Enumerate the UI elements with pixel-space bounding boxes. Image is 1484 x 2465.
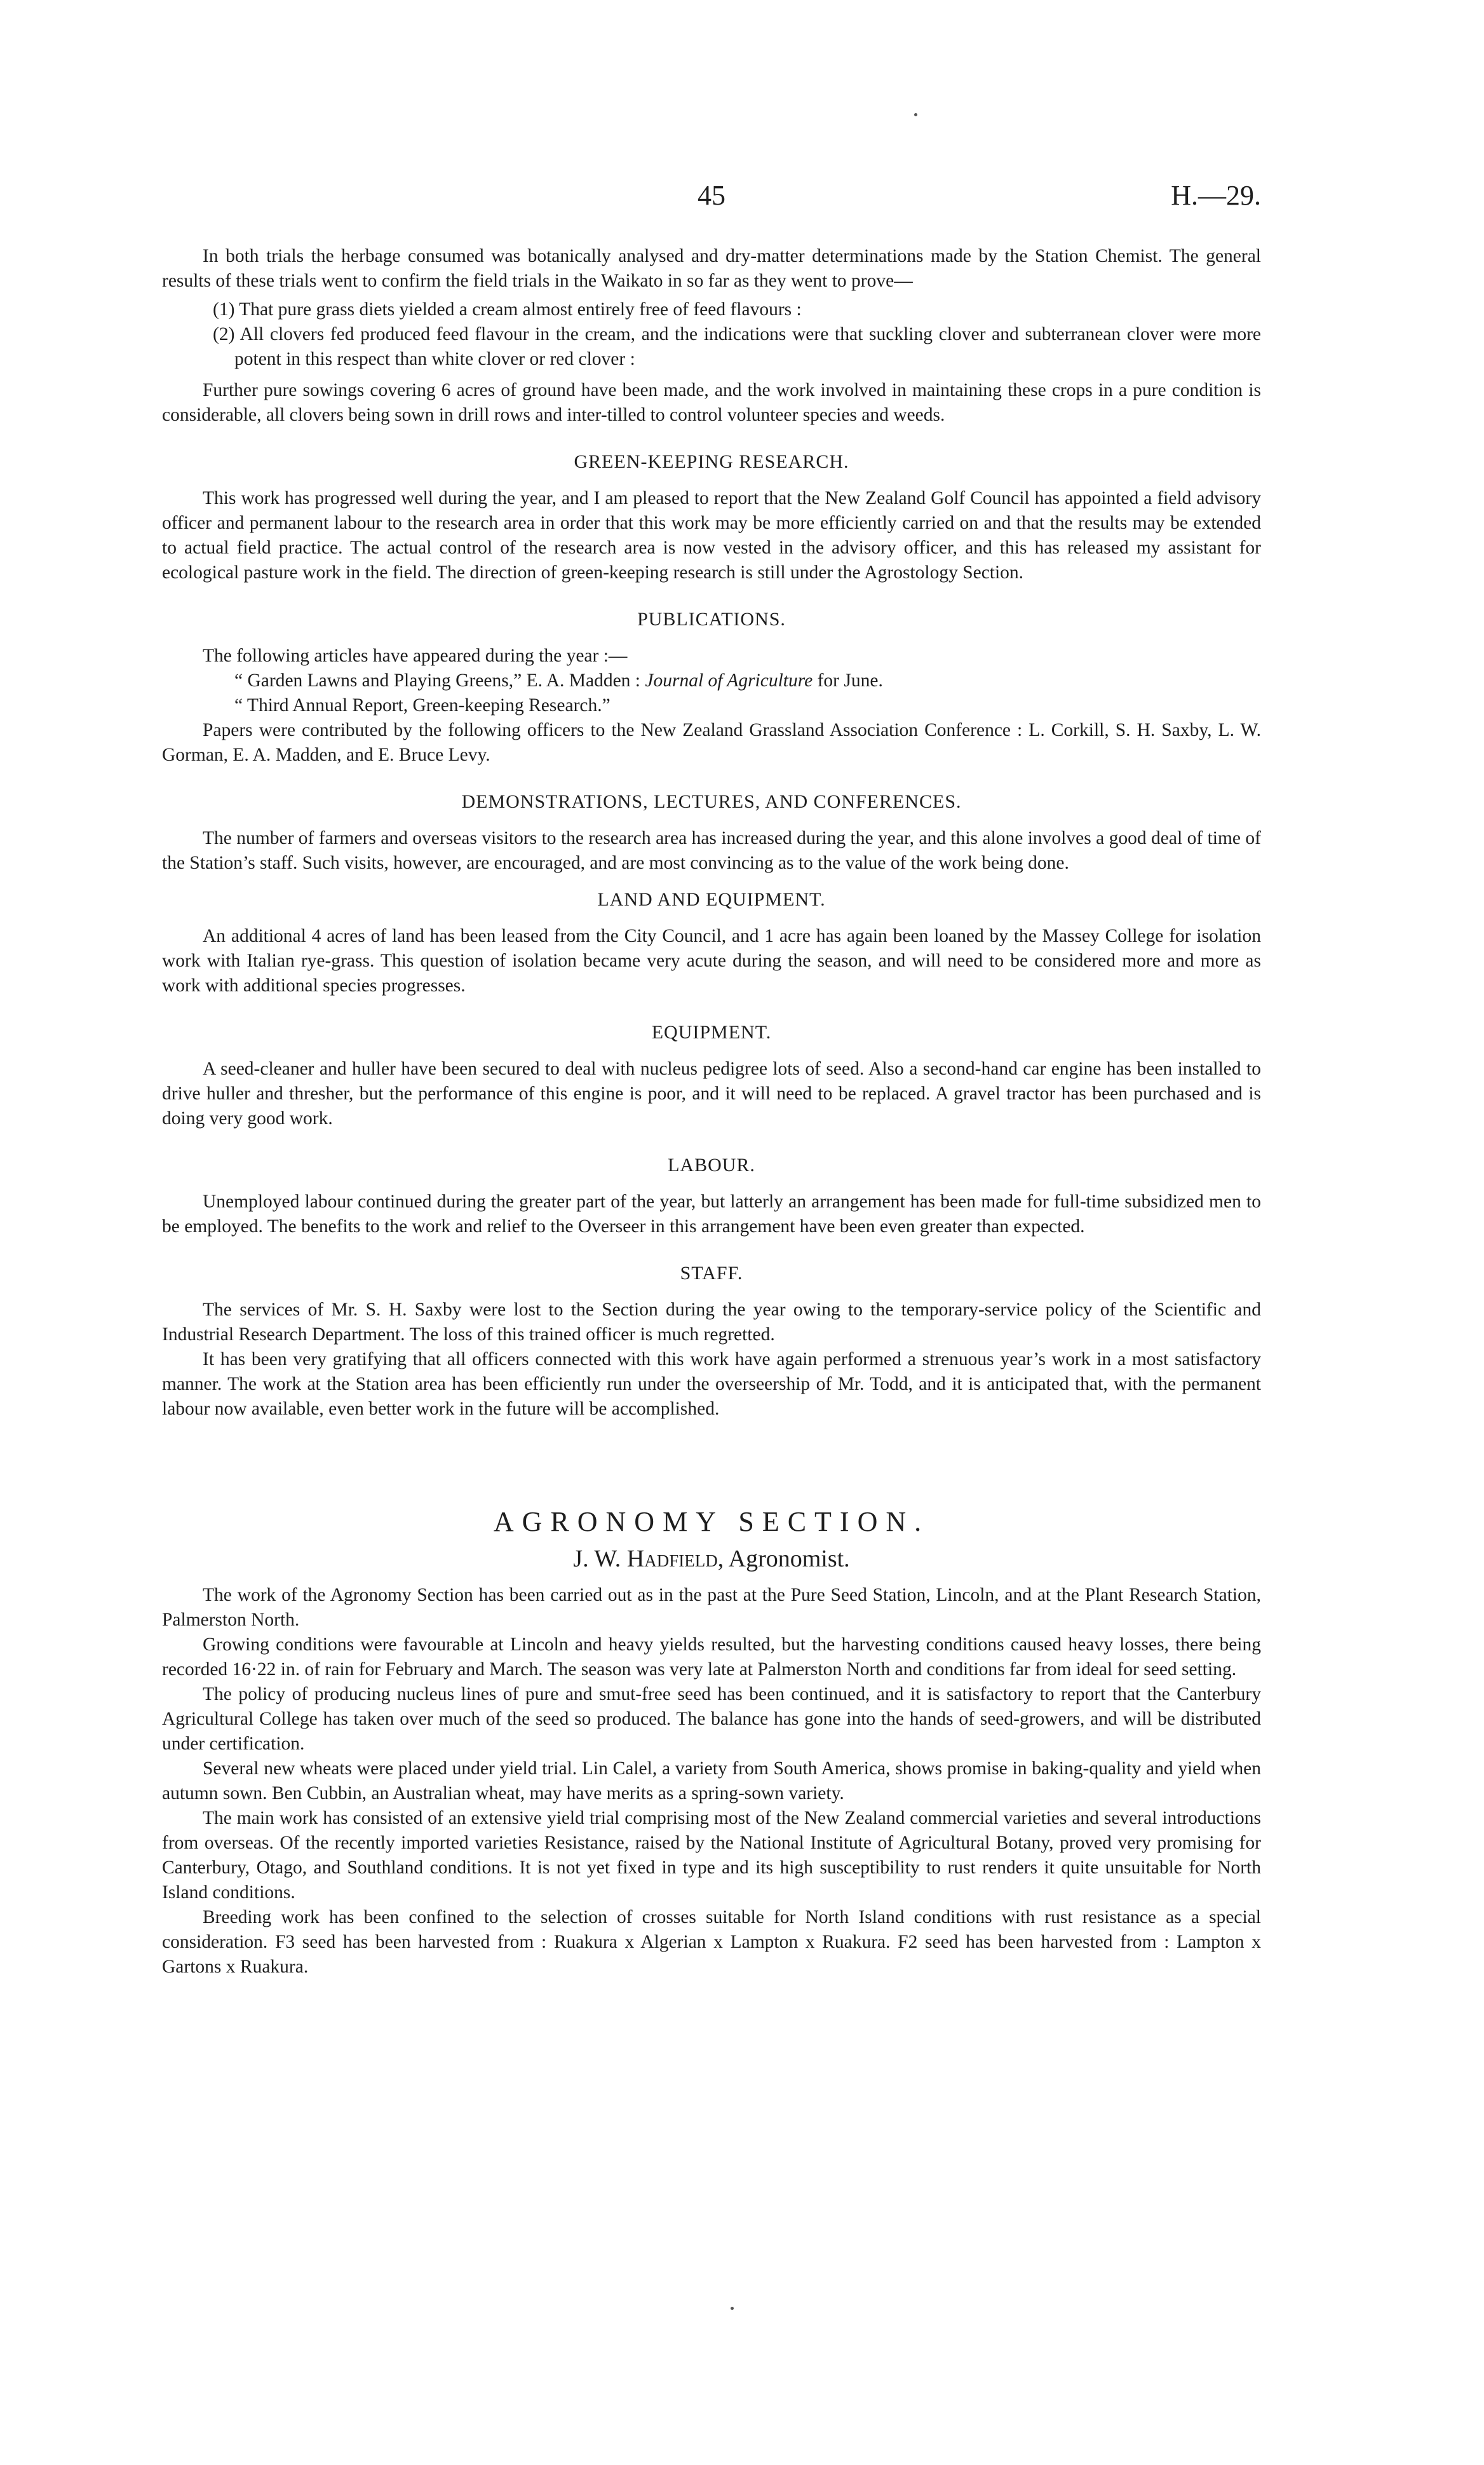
agronomy-paragraph-2: Growing conditions were favourable at Lincoln and heavy yields resulted, but the harvesting conditions caused heavy losses, there being recorded 16·22 in. of rain for February and March. The season was very late at Palmerston North and conditions far from ideal for seed setting. bbox=[162, 1634, 1261, 1680]
agronomy-paragraph-4: Several new wheats were placed under yield trial. Lin Calel, a variety from South America, shows promise in baking-quality and yield when autumn sown. Ben Cubbin, an Australian wheat, may have merits as a spring-sown variety. bbox=[162, 1758, 1261, 1803]
findings-list bbox=[162, 297, 1261, 372]
green-keeping-paragraph: This work has progressed well during the year, and I am pleased to report that the New Zealand Golf Council has appointed a field advisory officer and permanent labour to the research area in order that this work may be more efficiently carried on and that the results may be extended to actual field practice. The actual control of the research area is now vested in the advisory officer, and this has released my assistant for ecological pasture work in the field. The direction of green-keeping research is still under the Agrostology Section. bbox=[162, 488, 1261, 583]
heading-green-keeping: GREEN-KEEPING RESEARCH. bbox=[574, 451, 849, 472]
publication-1-journal: Journal of Agriculture bbox=[645, 670, 813, 691]
page-content bbox=[162, 244, 1261, 1979]
heading-labour: LABOUR. bbox=[668, 1155, 755, 1176]
heading-land-equipment: LAND AND EQUIPMENT. bbox=[597, 889, 826, 910]
author-surname: Hadfield bbox=[626, 1545, 718, 1572]
page-header bbox=[162, 179, 1261, 217]
publications-intro: The following articles have appeared during the year :— bbox=[203, 646, 628, 666]
intro-paragraph-2: Further pure sowings covering 6 acres of ground have been made, and the work involved in maintaining these crops in a pure condition is considerable, all clovers being sown in drill rows and inter-tilled to control volunteer species and weeds. bbox=[162, 380, 1261, 425]
finding-item-1: (1) That pure grass diets yielded a cream almost entirely free of feed flavours : bbox=[213, 299, 802, 320]
intro-paragraph-1: In both trials the herbage consumed was botanically analysed and dry-matter determinations made by the Station Chemist. The general results of these trials went to confirm the field trials in the Waikato in so far as they went to prove— bbox=[162, 246, 1261, 291]
heading-publications: PUBLICATIONS. bbox=[637, 609, 786, 630]
equipment-paragraph: A seed-cleaner and huller have been secured to deal with nucleus pedigree lots of seed. Also a second-hand car engine has been installed to drive huller and thresher, but the performance of this engine is poor, and it will need to be replaced. A gravel tractor has been purchased and is doing very good work. bbox=[162, 1059, 1261, 1129]
author-role: , Agronomist. bbox=[717, 1545, 850, 1572]
publications-list bbox=[162, 669, 1261, 718]
publications-papers: Papers were contributed by the following officers to the New Zealand Grassland Association Conference : L. Corkill, S. H. Saxby, L. W. Gorman, E. A. Madden, and E. Bruce Levy. bbox=[162, 720, 1261, 765]
heading-staff: STAFF. bbox=[680, 1263, 743, 1284]
agronomy-paragraph-3: The policy of producing nucleus lines of pure and smut-free seed has been continued, and it is satisfactory to report that the Canterbury Agricultural College has taken over much of the seed so produced. The balance has gone into the hands of seed-growers, and will be distributed under certification. bbox=[162, 1684, 1261, 1754]
agronomy-author-line bbox=[162, 1541, 1261, 1577]
agronomy-section-title: AGRONOMY SECTION. bbox=[493, 1506, 930, 1537]
staff-paragraph-2: It has been very gratifying that all officers connected with this work have again performed a strenuous year’s work in a most satisfactory manner. The work at the Station area has been efficiently run under the overseership of Mr. Todd, and it is anticipated that, with the permanent labour now available, even better work in the future will be accomplished. bbox=[162, 1349, 1261, 1419]
heading-demonstrations: DEMONSTRATIONS, LECTURES, AND CONFERENCES. bbox=[461, 791, 962, 812]
page-number: 45 bbox=[698, 180, 725, 211]
labour-paragraph: Unemployed labour continued during the greater part of the year, but latterly an arrangement has been made for full-time subsidized men to be employed. The benefits to the work and relief to the Overseer in this arrangement have been even greater than expected. bbox=[162, 1192, 1261, 1237]
agronomy-paragraph-5: The main work has consisted of an extensive yield trial comprising most of the New Zealand commercial varieties and several introductions from overseas. Of the recently imported varieties Resistance, raised by the National Institute of Agricultural Botany, proved very promising for Canterbury, Otago, and Southland conditions. It is not yet fixed in type and its high susceptibility to rust renders it quite unsuitable for North Island conditions. bbox=[162, 1808, 1261, 1903]
heading-equipment: EQUIPMENT. bbox=[651, 1022, 772, 1043]
publication-item-2: “ Third Annual Report, Green-keeping Research.” bbox=[234, 695, 610, 716]
finding-item-2: (2) All clovers fed produced feed flavour in the cream, and the indications were that suckling clover and subterranean clover were more potent in this respect than white clover or red clover : bbox=[213, 324, 1261, 369]
document-reference: H.—29. bbox=[1171, 180, 1261, 211]
staff-paragraph-1: The services of Mr. S. H. Saxby were lost to the Section during the year owing to the temporary-service policy of the Scientific and Industrial Research Department. The loss of this trained officer is much regretted. bbox=[162, 1300, 1261, 1345]
publication-1-end: for June. bbox=[817, 670, 883, 691]
scan-speck-top bbox=[914, 113, 917, 116]
publication-item-1 bbox=[162, 669, 1261, 693]
agronomy-paragraph-1: The work of the Agronomy Section has been carried out as in the past at the Pure Seed Station, Lincoln, and at the Plant Research Station, Palmerston North. bbox=[162, 1585, 1261, 1630]
demonstrations-paragraph: The number of farmers and overseas visitors to the research area has increased during the year, and this alone involves a good deal of time of the Station’s staff. Such visits, however, are encouraged, and are most convincing as to the value of the work being done. bbox=[162, 828, 1261, 873]
scan-speck-bottom bbox=[731, 2307, 734, 2310]
author-initials: J. W. bbox=[573, 1545, 621, 1572]
agronomy-paragraph-6: Breeding work has been confined to the selection of crosses suitable for North Island conditions with rust resistance as a special consideration. F3 seed has been harvested from : Ruakura x Algerian x Lampton x Ruakura. F2 seed has been harvested from : Lampton x Gartons x Ruakura. bbox=[162, 1907, 1261, 1977]
land-equipment-paragraph: An additional 4 acres of land has been leased from the City Council, and 1 acre has again been loaned by the Massey College for isolation work with Italian rye-grass. This question of isolation became very acute during the season, and will need to be considered more and more as work with additional species progresses. bbox=[162, 926, 1261, 996]
publication-1-title: “ Garden Lawns and Playing Greens,” E. A. Madden : bbox=[234, 670, 640, 691]
